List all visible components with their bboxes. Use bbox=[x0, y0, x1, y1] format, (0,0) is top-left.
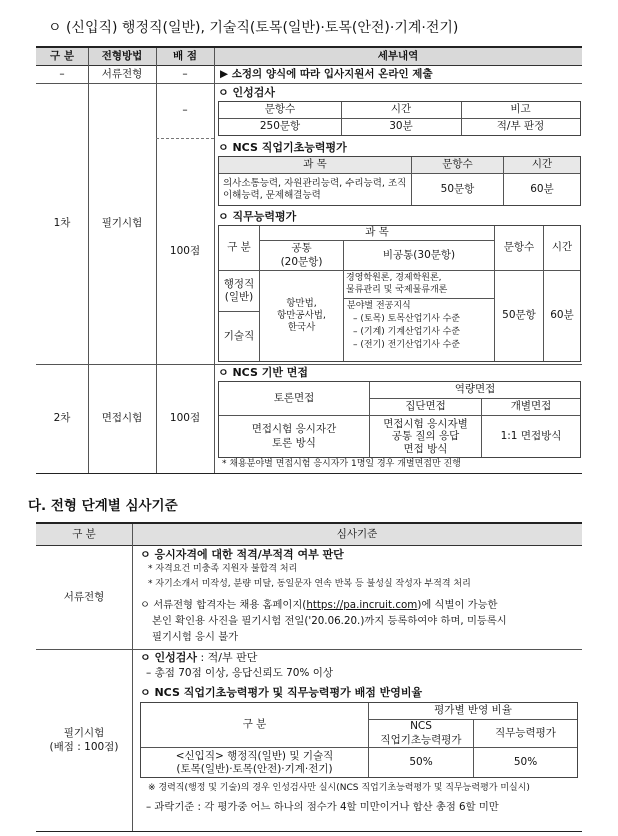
header-method: 전형방법 bbox=[101, 49, 143, 62]
doc-item-1: * 자격요건 미충족 지원자 불합격 처리 bbox=[148, 564, 298, 574]
job-table bbox=[218, 225, 581, 362]
personality-result: : 적/부 판단 bbox=[196, 651, 258, 664]
cell-header-subject: 과 목 bbox=[219, 157, 411, 173]
header-score: 배 점 bbox=[173, 49, 197, 62]
cell-tech-title: 분야별 전공지식 bbox=[347, 301, 411, 311]
section-heading-new-hires: ㅇ (신입직) 행정직(일반), 기술직(토목(일반)·토목(안전)·기계·전기) bbox=[48, 20, 459, 36]
doc-detail: ▶ 소정의 양식에 따라 입사지원서 온라인 제출 bbox=[220, 68, 433, 80]
criteria-table bbox=[36, 522, 582, 832]
cell-header-time: 시간 bbox=[390, 103, 412, 116]
table-header-row bbox=[36, 48, 582, 66]
cell-header-div: 구 분 bbox=[227, 241, 251, 254]
cell-header-div: 구 분 bbox=[242, 718, 267, 731]
doc-notice-line1 bbox=[140, 599, 498, 612]
score-personality: – bbox=[182, 104, 188, 117]
cell-admin-subject: 경영학원론, 경제학원론, 물류관리 및 국제물류개론 bbox=[346, 273, 448, 295]
cell-tech-mech: – (기계) 기계산업기사 수준 bbox=[353, 327, 461, 337]
ratio-title: ㅇ NCS 직업기초능력평가 및 직무능력평가 배점 반영비율 bbox=[140, 686, 423, 699]
cell-header-time: 시간 bbox=[504, 157, 580, 173]
header-stage: 구 분 bbox=[50, 49, 74, 62]
doc-notice-line2: 본인 확인용 사진을 필기시험 전일('20.06.20.)까지 등록하여야 하며, 미등록시 bbox=[152, 615, 507, 627]
cell-ncs-ratio: 50% bbox=[409, 755, 433, 768]
ncs-table bbox=[218, 156, 581, 206]
interview-note: * 채용분야별 면접시험 응시자가 1명일 경우 개별면접만 진행 bbox=[222, 459, 461, 469]
cell-header-count: 문항수 bbox=[412, 157, 503, 173]
cell-row-label: <신입직> 행정직(일반) 및 기술직 (토목(일반)·토목(안전)·기계·전기) bbox=[175, 749, 334, 775]
cell-tech-civil: – (토목) 토목산업기사 수준 bbox=[353, 314, 461, 324]
cell-header-subject: 과 목 bbox=[365, 226, 389, 239]
cell-header-count: 문항수 bbox=[503, 241, 535, 254]
score-written: 100점 bbox=[169, 244, 201, 257]
cell-job-ratio: 50% bbox=[513, 755, 538, 768]
cell-common-subject: 항만법, 항만공사법, 한국사 bbox=[277, 298, 326, 333]
cell-header-competency: 역량면접 bbox=[454, 383, 496, 396]
personality-pass-line: – 총점 70점 이상, 응답신뢰도 70% 이상 bbox=[146, 667, 334, 679]
personality-table bbox=[218, 101, 581, 136]
cell-count: 250문항 bbox=[259, 120, 301, 133]
interview-table bbox=[218, 381, 581, 458]
cell-subject: 의사소통능력, 자원관리능력, 수리능력, 조직이해능력, 문제해결능력 bbox=[223, 177, 407, 201]
cell-individual: 1:1 면접방식 bbox=[500, 429, 562, 442]
cell-count: 50문항 bbox=[440, 182, 475, 195]
cell-group: 면접시험 응시자별 공통 질의 응답 면접 방식 bbox=[383, 418, 468, 455]
recruit-homepage-link[interactable]: https://pa.incruit.com bbox=[306, 599, 418, 611]
stage-2: 2차 bbox=[53, 412, 71, 425]
cell-count: 50문항 bbox=[502, 309, 536, 322]
cell-header-common: 공통 (20문항) bbox=[280, 242, 323, 268]
cell-time: 60분 bbox=[550, 309, 574, 322]
job-title: ㅇ 직무능력평가 bbox=[218, 210, 297, 223]
cell-time: 60분 bbox=[530, 182, 554, 195]
method-written: 필기시험 bbox=[101, 217, 143, 230]
header-criteria: 심사기준 bbox=[336, 527, 378, 540]
method-interview: 면접시험 bbox=[101, 412, 143, 425]
personality-line bbox=[140, 651, 257, 665]
cell-header-ratio: 평가별 반영 비율 bbox=[434, 704, 512, 717]
cell-note: 적/부 판정 bbox=[496, 120, 545, 133]
fail-criteria: – 과락기준 : 각 평가중 어느 하나의 점수가 4할 미만이거나 합산 총점 6할 미만 bbox=[146, 801, 499, 813]
cell-admin: 행정직 (일반) bbox=[223, 277, 255, 303]
header-stage: 구 분 bbox=[72, 527, 96, 540]
cell-time: 30분 bbox=[389, 120, 413, 133]
cell-discussion: 면접시험 응시자간 토론 방식 bbox=[251, 423, 337, 449]
doc-notice-text: )에 식별이 가능한 bbox=[417, 599, 498, 611]
cell-header-individual: 개별면접 bbox=[510, 400, 552, 413]
cell-header-discussion: 토론면접 bbox=[273, 391, 315, 404]
doc-title: ㅇ 응시자격에 대한 적격/부적격 여부 판단 bbox=[140, 548, 344, 561]
cell-header-note: 비고 bbox=[510, 103, 531, 116]
ncs-title: ㅇ NCS 직업기초능력평가 bbox=[218, 141, 347, 154]
personality-title: ㅇ 인성검사 bbox=[218, 86, 275, 99]
ratio-table bbox=[140, 702, 578, 778]
experienced-note: ※ 경력직(행정 및 기술)의 경우 인성검사만 실시(NCS 직업기초능력평가 및 직무능력평가 미실시) bbox=[148, 783, 530, 793]
stage-1: 1차 bbox=[53, 217, 71, 230]
written-stage: 필기시험 (배점 : 100점) bbox=[49, 727, 119, 753]
section-heading-criteria: 다. 전형 단계별 심사기준 bbox=[28, 498, 178, 514]
cell-tech-elec: – (전기) 전기산업기사 수준 bbox=[353, 340, 461, 350]
cell-header-group: 집단면접 bbox=[405, 400, 446, 413]
selection-process-table bbox=[36, 46, 582, 474]
cell-header-time: 시간 bbox=[551, 241, 573, 254]
cell-header-count: 문항수 bbox=[264, 103, 296, 116]
header-detail: 세부내역 bbox=[377, 49, 419, 62]
doc-notice-text: ㅇ 서류전형 합격자는 채용 홈페이지( bbox=[140, 599, 307, 611]
doc-stage: – bbox=[59, 67, 65, 80]
cell-header-job: 직무능력평가 bbox=[495, 726, 556, 739]
interview-title: ㅇ NCS 기반 면접 bbox=[218, 366, 309, 379]
personality-title: ㅇ 인성검사 bbox=[140, 651, 197, 664]
table-header-row bbox=[36, 524, 582, 546]
cell-tech: 기술직 bbox=[223, 329, 255, 342]
doc-notice-line3: 필기시험 응시 불가 bbox=[152, 631, 239, 643]
doc-method: 서류전형 bbox=[101, 67, 143, 80]
doc-item-2: * 자기소개서 미작성, 분량 미달, 동일문자 연속 반복 등 불성실 작성자 부적격 처리 bbox=[148, 579, 471, 589]
cell-header-noncommon: 비공통(30문항) bbox=[382, 248, 456, 261]
score-interview: 100점 bbox=[169, 412, 201, 425]
doc-stage: 서류전형 bbox=[63, 590, 105, 603]
doc-score: – bbox=[182, 67, 188, 80]
cell-header-ncs: NCS 직업기초능력평가 bbox=[380, 720, 462, 746]
